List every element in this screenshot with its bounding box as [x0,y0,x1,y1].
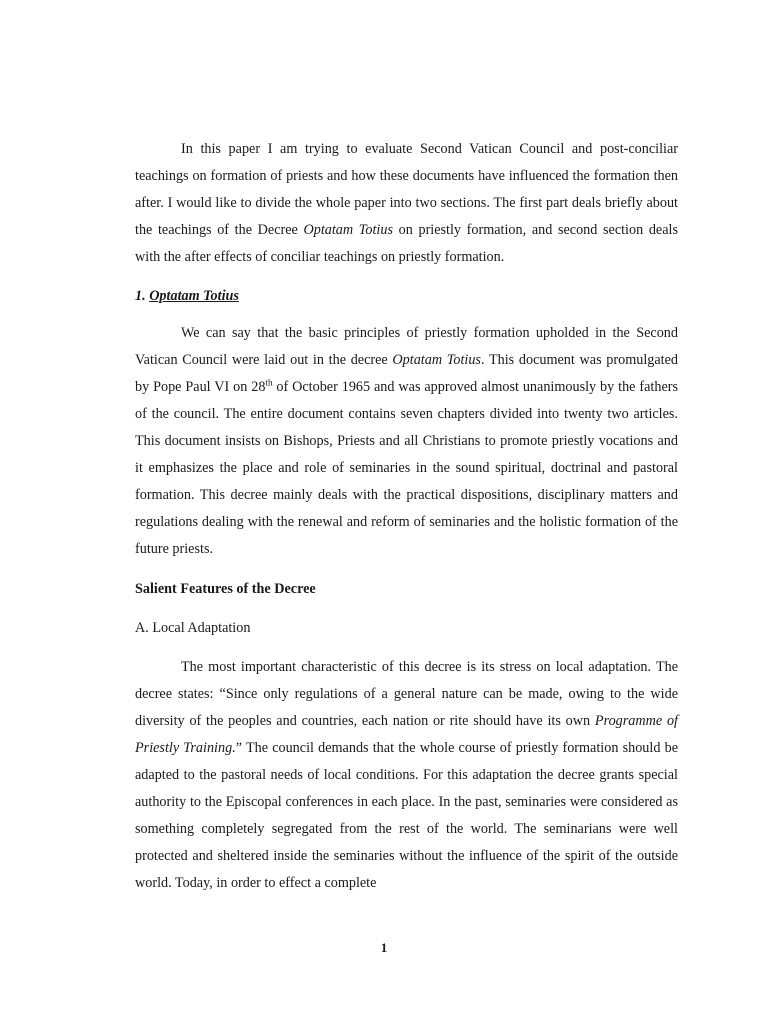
intro-text-end: on priestly formation, and second section deals with the after effects of conciliar teachings on priestly formation. [135,222,678,265]
optatam-text-b: . This document was promulgated by Pope Paul VI on 28 [135,352,679,395]
decree-title-italic: Optatam Totius [392,352,481,368]
local-adaptation-paragraph [135,654,678,897]
page-number: 1 [380,940,388,955]
local-text-b: ” The council demands that the whole course of priestly formation should be adapted to the pastoral needs of local conditions. For this adaptation the decree grants special authority to the Episcopal conferences in each place. In the past, seminaries were considered as something completely segregated from the rest of the world. The seminarians were well protected and sheltered inside the seminaries without the influence of the spirit of the outside world. Today, in order to effect a complete [135,740,678,891]
programme-title-italic: Programme of Priestly Training. [135,713,678,756]
optatam-text-c: of October 1965 and was approved almost unanimously by the fathers of the council. The entire document contains seven chapters divided into twenty two articles. This document insists on Bishops, Priests and all Christians to promote priestly vocations and it emphasizes the place and role of seminaries in the sound spiritual, doctrinal and pastoral formation. This decree mainly deals with the practical dispositions, disciplinary matters and regulations dealing with the renewal and reform of seminaries and the holistic formation of the future priests. [135,379,678,557]
salient-features-heading: Salient Features of the Decree [135,581,316,597]
local-text-a: The most important characteristic of this decree is its stress on local adaptation. The decree states: “Since only regulations of a general nature can be made, owing to the wide diversity of the peoples and countries, each nation or rite should have its own [135,659,678,729]
section-heading-1 [135,283,678,310]
section-title: Optatam Totius [149,288,239,304]
intro-paragraph [135,136,678,271]
intro-text: In this paper I am trying to evaluate Second Vatican Council and post-conciliar teachings on formation of priests and how these documents have influenced the formation then after. I would like to divide the whole paper into two sections. The first part deals briefly about the teachings of the Decree [135,141,678,238]
decree-title-italic: Optatam Totius [303,222,393,238]
local-adaptation-heading: A. Local Adaptation [135,620,251,636]
optatam-paragraph [135,320,678,563]
section-number: 1. [135,288,146,304]
optatam-text-a: We can say that the basic principles of priestly formation upholded in the Second Vatican Council were laid out in the decree [135,325,678,368]
ordinal-superscript: th [265,377,273,388]
